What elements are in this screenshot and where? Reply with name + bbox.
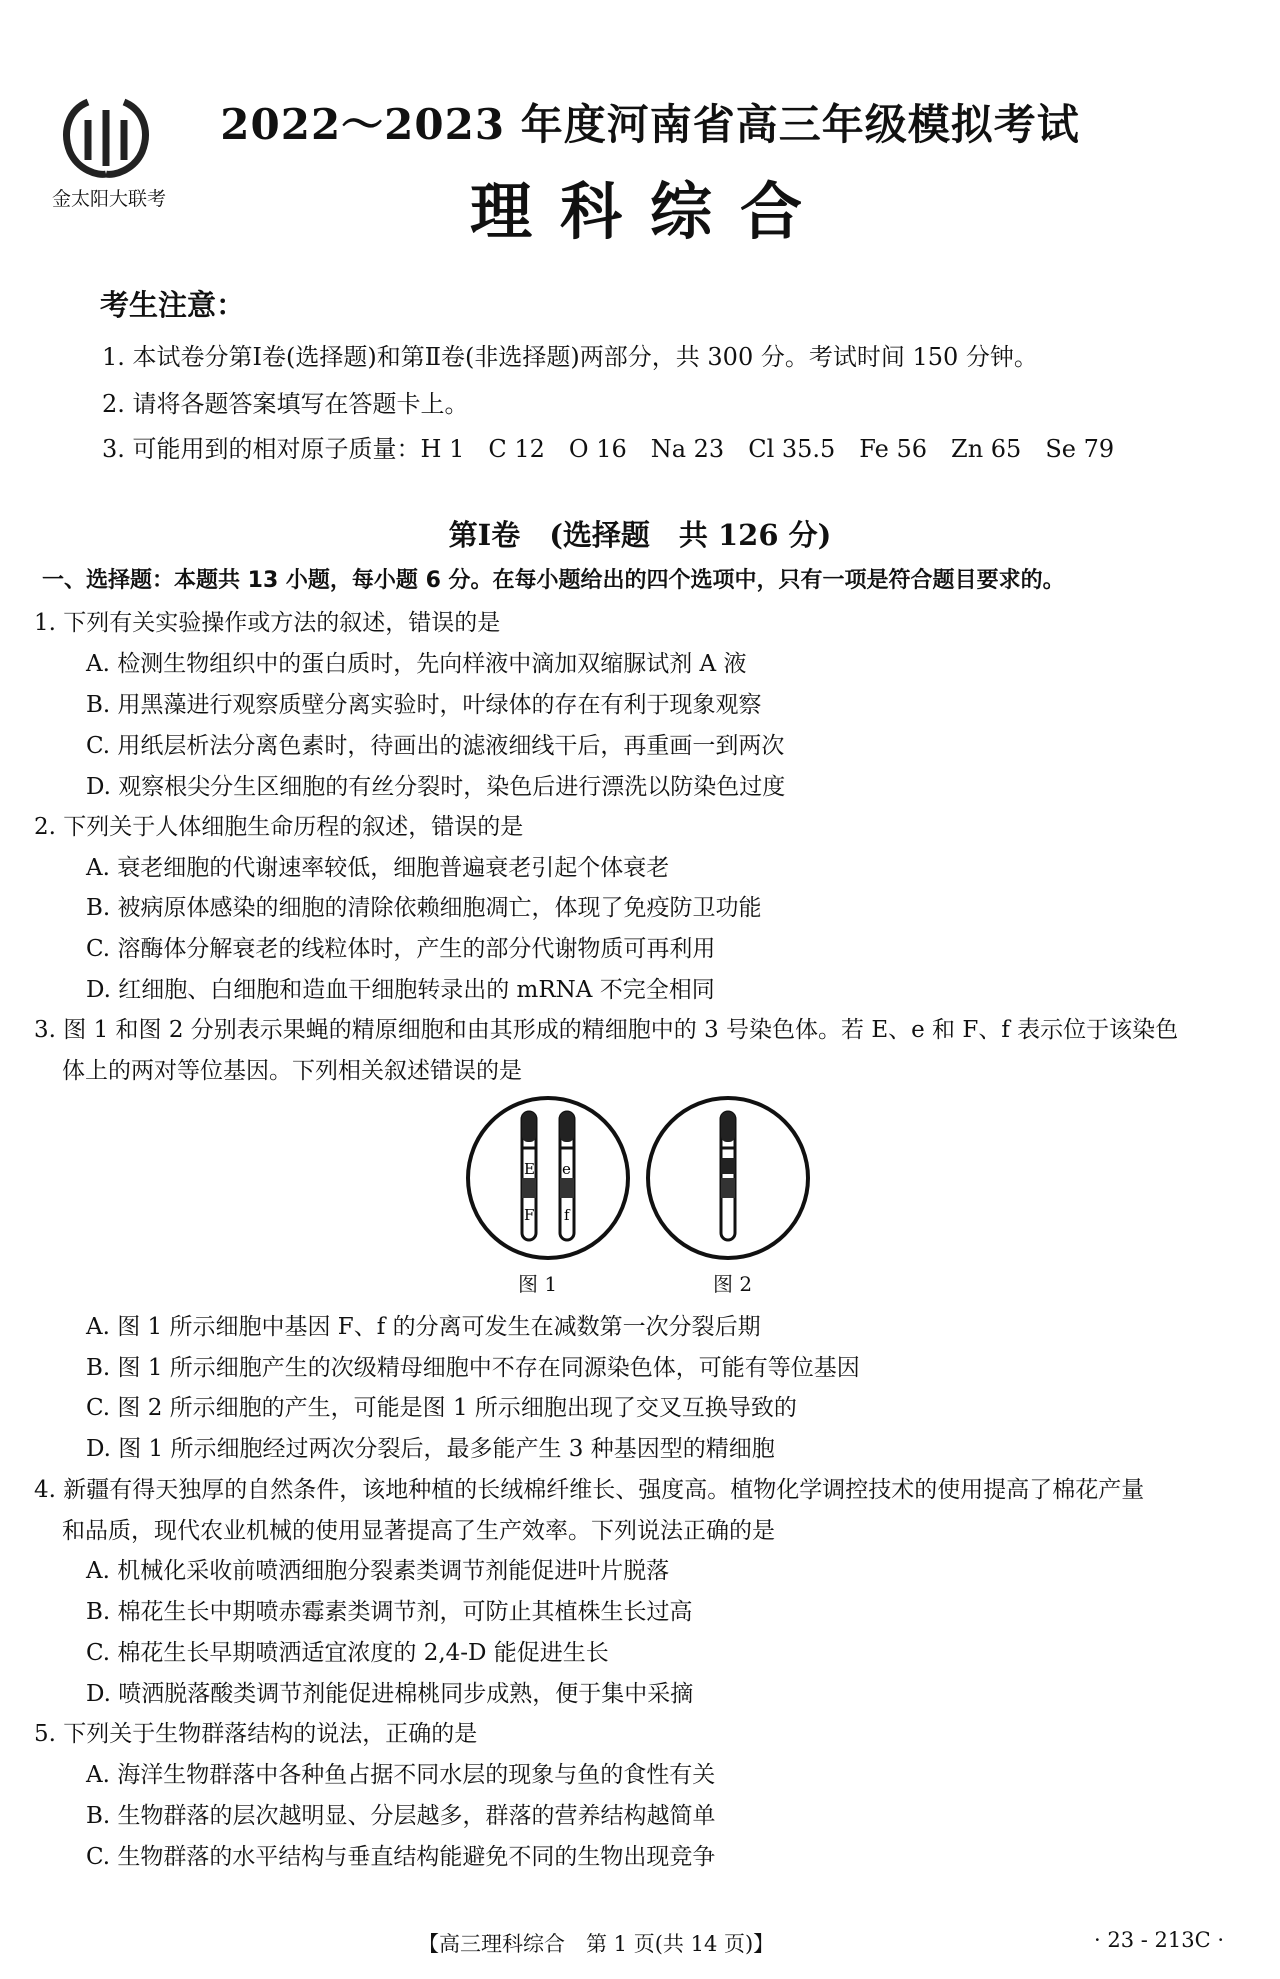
question-stem: 5. 下列关于生物群落结构的说法，正确的是 [34,1721,478,1747]
question-option: D. 喷洒脱落酸类调节剂能促进棉桃同步成熟，便于集中采摘 [86,1681,694,1707]
chromosome-diagram [458,1096,818,1276]
gene-label: F [524,1206,535,1224]
question-option: A. 衰老细胞的代谢速率较低，细胞普遍衰老引起个体衰老 [86,855,670,881]
question-option: D. 图 1 所示细胞经过两次分裂后，最多能产生 3 种基因型的精细胞 [86,1436,775,1462]
question-option: C. 棉花生长早期喷洒适宜浓度的 2,4-D 能促进生长 [86,1640,609,1666]
chromosome-single [721,1112,735,1240]
chromosome-figure [458,1096,818,1276]
notice-item: 2. 请将各题答案填写在答题卡上。 [102,390,469,418]
section-title: 第Ⅰ卷 (选择题 共 126 分) [448,518,832,552]
exam-logo [34,96,184,216]
question-option: C. 溶酶体分解衰老的线粒体时，产生的部分代谢物质可再利用 [86,936,716,962]
question-option: B. 被病原体感染的细胞的清除依赖细胞凋亡，体现了免疫防卫功能 [86,895,762,921]
question-stem-continued: 体上的两对等位基因。下列相关叙述错误的是 [62,1058,522,1084]
gene-label: E [524,1160,535,1178]
question-option: A. 机械化采收前喷洒细胞分裂素类调节剂能促进叶片脱落 [86,1558,670,1584]
question-option: D. 观察根尖分生区细胞的有丝分裂时，染色后进行漂洗以防染色过度 [86,774,786,800]
question-stem: 1. 下列有关实验操作或方法的叙述，错误的是 [34,610,501,636]
paper-code: · 23 - 213C · [1094,1928,1225,1952]
question-option: B. 图 1 所示细胞产生的次级精母细胞中不存在同源染色体，可能有等位基因 [86,1355,860,1381]
question-option: B. 生物群落的层次越明显、分层越多，群落的营养结构越简单 [86,1803,716,1829]
question-option: A. 图 1 所示细胞中基因 F、f 的分离可发生在减数第一次分裂后期 [86,1314,761,1340]
figure-caption: 图 1 [518,1272,558,1296]
question-option: B. 棉花生长中期喷赤霉素类调节剂，可防止其植株生长过高 [86,1599,693,1625]
question-option: B. 用黑藻进行观察质壁分离实验时，叶绿体的存在有利于现象观察 [86,692,762,718]
cell-circle-1 [468,1098,628,1258]
question-option: C. 用纸层析法分离色素时，待画出的滤液细线干后，再重画一到两次 [86,733,785,759]
exam-title: 2022～2023 年度河南省高三年级模拟考试 [220,100,1080,149]
gene-label: f [564,1206,570,1224]
notice-item: 1. 本试卷分第Ⅰ卷(选择题)和第Ⅱ卷(非选择题)两部分，共 300 分。考试时间 150 分钟。 [102,343,1038,371]
logo-icon [58,96,154,180]
gene-label: e [562,1160,571,1178]
question-option: C. 生物群落的水平结构与垂直结构能避免不同的生物出现竞争 [86,1844,716,1870]
notice-item: 3. 可能用到的相对原子质量：H 1 C 12 O 16 Na 23 Cl 35.5 Fe 56 Zn 65 Se 79 [102,435,1115,463]
question-option: C. 图 2 所示细胞的产生，可能是图 1 所示细胞出现了交叉互换导致的 [86,1395,797,1421]
logo-text: 金太阳大联考 [51,188,166,210]
page-footer: 【高三理科综合 第 1 页(共 14 页)】 [418,1932,775,1956]
subject-title: 理科综合 [469,175,830,248]
question-stem: 2. 下列关于人体细胞生命历程的叙述，错误的是 [34,814,524,840]
question-option: A. 海洋生物群落中各种鱼占据不同水层的现象与鱼的食性有关 [86,1762,716,1788]
figure-caption: 图 2 [713,1272,753,1296]
question-option: A. 检测生物组织中的蛋白质时，先向样液中滴加双缩脲试剂 A 液 [86,651,747,677]
question-stem: 3. 图 1 和图 2 分别表示果蝇的精原细胞和由其形成的精细胞中的 3 号染色体。若 E、e 和 F、f 表示位于该染色 [34,1017,1179,1043]
section-instruction: 一、选择题：本题共 13 小题，每小题 6 分。在每小题给出的四个选项中，只有一项是符合题目要求的。 [42,568,1065,593]
question-stem-continued: 和品质，现代农业机械的使用显著提高了生产效率。下列说法正确的是 [62,1518,775,1544]
question-stem: 4. 新疆有得天独厚的自然条件，该地种植的长绒棉纤维长、强度高。植物化学调控技术的使用提高了棉花产量 [34,1477,1145,1503]
question-option: D. 红细胞、白细胞和造血干细胞转录出的 mRNA 不完全相同 [86,977,715,1003]
notice-heading: 考生注意： [100,288,246,322]
